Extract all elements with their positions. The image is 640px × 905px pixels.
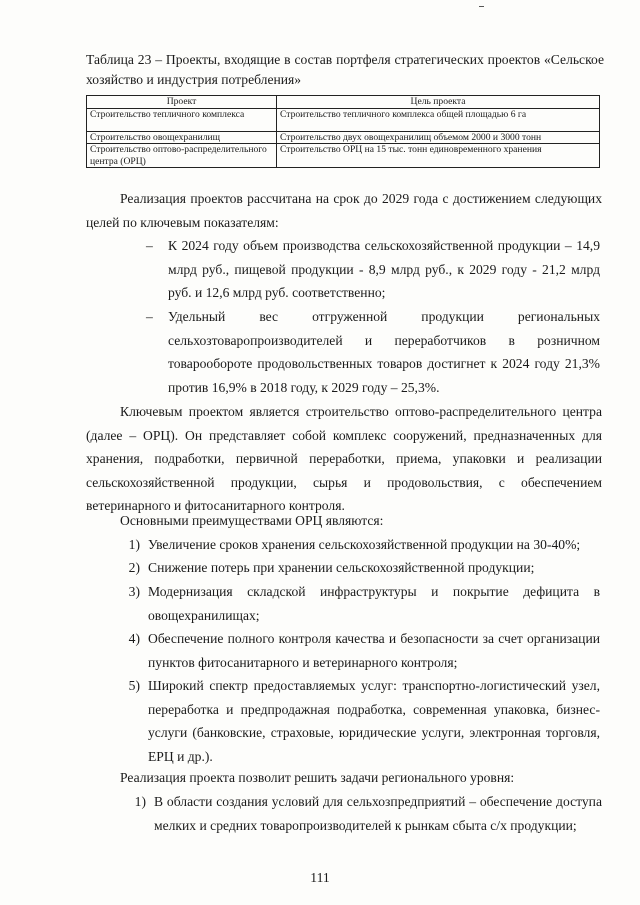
- list-number: 5): [128, 678, 140, 693]
- list-text: Обеспечение полного контроля качества и безопасности за счет организации пунктов фитосанитарного и ветеринарного контроля;: [148, 631, 600, 670]
- table-header-project: Проект: [87, 96, 277, 109]
- list-number: 1): [128, 537, 140, 552]
- list-item: [128, 790, 602, 838]
- bullet-item: [146, 305, 602, 400]
- list-item: [118, 533, 600, 557]
- table-cell-project: Строительство тепличного комплекса: [87, 108, 277, 131]
- list-text: Широкий спектр предоставляемых услуг: транспортно-логистический узел, переработка и предпродажная подработка, современная упаковка, бизнес-услуги (банковские, страховые, юридические услуги, электронная торговля, ЕРЦ и др.).: [148, 678, 600, 764]
- table-caption: Таблица 23 – Проекты, входящие в состав портфеля стратегических проектов «Сельское хозяйство и индустрия потребления»: [86, 52, 604, 87]
- table-header-goal: Цель проекта: [277, 96, 600, 109]
- list-text: В области создания условий для сельхозпредприятий – обеспечение доступа мелких и средних товаропроизводителей к рынкам сбыта с/х продукции;: [154, 794, 602, 833]
- list-number: 3): [128, 584, 140, 599]
- table-header-row: [87, 96, 600, 109]
- list-text: Увеличение сроков хранения сельскохозяйственной продукции на 30-40%;: [148, 537, 581, 552]
- list-item: [118, 674, 600, 770]
- projects-table: [86, 95, 600, 168]
- regional-heading: Реализация проекта позволит решить задачи регионального уровня:: [120, 770, 515, 785]
- table-row: [87, 131, 600, 144]
- list-text: Модернизация складской инфраструктуры и покрытие дефицита в овощехранилищах;: [148, 584, 600, 623]
- bullet-item: [146, 234, 602, 306]
- table-cell-project: Строительство оптово-распределительного центра (ОРЦ): [87, 144, 277, 168]
- table-row: [87, 144, 600, 168]
- dash-marker: –: [146, 309, 153, 324]
- table-cell-goal: Строительство ОРЦ на 15 тыс. тонн единовременного хранения: [277, 144, 600, 168]
- table-row: [87, 108, 600, 131]
- page-number: 111: [310, 870, 330, 885]
- table-cell-project: Строительство овощехранилищ: [87, 131, 277, 144]
- bullet-text: К 2024 году объем производства сельскохозяйственной продукции – 14,9 млрд руб., пищевой продукции - 8,9 млрд руб., к 2029 году - 21,2 млрд руб. и 12,6 млрд руб. соответственно;: [168, 238, 600, 300]
- dash-marker: –: [146, 238, 153, 253]
- advantages-heading: Основными преимуществами ОРЦ являются:: [120, 513, 384, 528]
- intro-paragraph: Реализация проектов рассчитана на срок до 2029 года с достижением следующих целей по ключевым показателям:: [86, 191, 602, 230]
- list-text: Снижение потерь при хранении сельскохозяйственной продукции;: [148, 560, 535, 575]
- table-cell-goal: Строительство двух овощехранилищ объемом 2000 и 3000 тонн: [277, 131, 600, 144]
- list-number: 4): [128, 631, 140, 646]
- table-cell-goal: Строительство тепличного комплекса общей площадью 6 га: [277, 108, 600, 131]
- list-number: 1): [134, 794, 146, 809]
- list-item: [118, 556, 600, 580]
- key-project-paragraph: Ключевым проектом является строительство оптово-распределительного центра (далее – ОРЦ). Он представляет собой комплекс сооружений, предназначенных для хранения, подработки, первичной переработки, приема, упаковки и реализации сельскохозяйственной продукции, сырья и продовольствия, с обеспечением ветеринарного и фитосанитарного контроля.: [86, 404, 602, 513]
- list-item: [118, 580, 600, 628]
- list-item: [118, 627, 600, 675]
- scan-speck: [479, 6, 484, 7]
- list-number: 2): [128, 560, 140, 575]
- bullet-text: Удельный вес отгруженной продукции региональных сельхозтоваропроизводителей и переработчиков в розничном товарообороте продовольственных товаров достигнет к 2024 году 21,3% против 16,9% в 2018 году, к 2029 году – 25,3%.: [168, 309, 600, 395]
